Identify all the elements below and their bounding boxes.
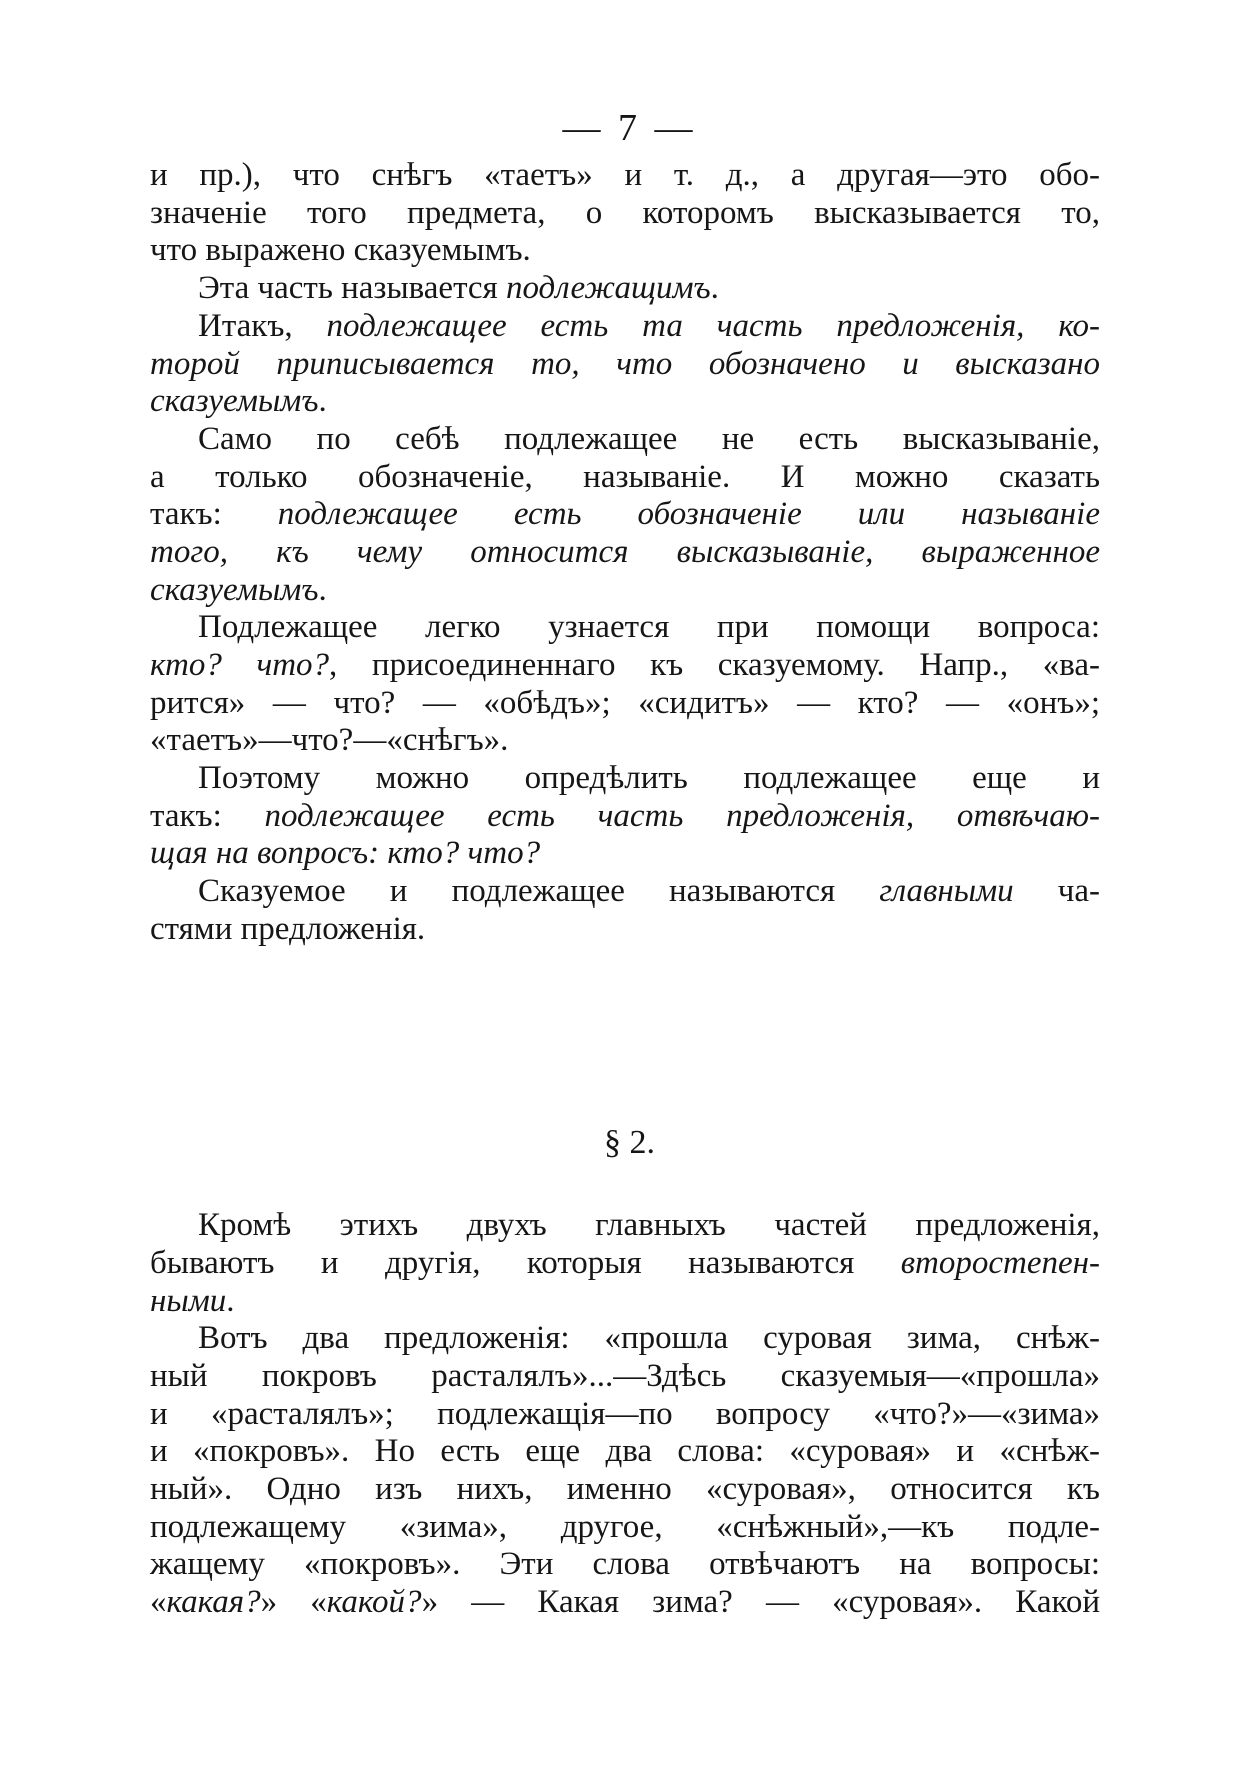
italic-text: торой приписывается то, что обозначено и высказано [150, 346, 1100, 382]
text-line: ный покровъ расталялъ»...—Здѣсь сказуемыя—«прошла» [150, 1358, 1100, 1394]
text-line: такъ: подлежащее есть обозначеніе или называніе [150, 496, 1100, 532]
section-heading: § 2. [604, 1124, 655, 1161]
text-line: Само по себѣ подлежащее не есть высказываніе, [198, 421, 1100, 457]
text-line: Кромѣ этихъ двухъ главныхъ частей предложенія, [198, 1207, 1100, 1243]
text-line: «таетъ»—что?—«снѣгъ». [150, 722, 509, 758]
text-line: такъ: подлежащее есть часть предложенія, отвѣчаю- [150, 798, 1100, 834]
text-line: ный». Одно изъ нихъ, именно «суровая», относится къ [150, 1471, 1100, 1507]
text-line: кто? что?, присоединеннаго къ сказуемому. Напр., «ва- [150, 647, 1100, 683]
italic-text: главными [879, 873, 1014, 909]
text-line: «какая?» «какой?» — Какая зима? — «суровая». Какой [150, 1584, 1101, 1620]
text-line: что выражено сказуемымъ. [150, 232, 531, 268]
italic-text: сказуемымъ [150, 383, 319, 419]
text-line: Вотъ два предложенія: «прошла суровая зима, снѣж- [198, 1320, 1100, 1356]
text-line: подлежащему «зима», другое, «снѣжный»,—къ подле- [150, 1509, 1100, 1545]
italic-text: подлежащее есть часть предложенія, отвѣчаю- [264, 798, 1100, 834]
italic-text: какая? [166, 1584, 261, 1620]
italic-text: какой? [326, 1584, 422, 1620]
italic-text: ными [150, 1283, 227, 1319]
text-line [150, 833, 1100, 873]
italic-text: щая на вопросъ: кто? что? [150, 835, 541, 871]
text-line: Итакъ, подлежащее есть та часть предложенія, ко- [198, 308, 1100, 344]
italic-text: подлежащимъ [505, 270, 711, 306]
text-line: Подлежащее легко узнается при помощи вопроса: [198, 609, 1100, 645]
text-line: и пр.), что снѣгъ «таетъ» и т. д., а другая—это обо- [150, 157, 1100, 193]
text-line: и «покровъ». Но есть еще два слова: «суровая» и «снѣж- [150, 1433, 1100, 1469]
italic-text: сказуемымъ [150, 572, 319, 608]
text-line: Поэтому можно опредѣлить подлежащее еще и [198, 760, 1100, 796]
text-line: ными. [150, 1283, 235, 1319]
italic-text: кто? что? [150, 647, 330, 683]
italic-text: того, къ чему относится высказываніе, выраженное [150, 534, 1100, 570]
italic-text: подлежащее есть та часть предложенія, ко- [326, 308, 1100, 344]
text-line: а только обозначеніе, называніе. И можно сказать [150, 459, 1100, 495]
text-line: жащему «покровъ». Эти слова отвѣчаютъ на вопросы: [150, 1546, 1100, 1582]
page-number: — 7 — [562, 107, 697, 149]
italic-text: подлежащее есть обозначеніе или называніе [277, 496, 1100, 532]
italic-text: второстепен- [900, 1245, 1100, 1281]
text-line: сказуемымъ. [150, 572, 327, 608]
text-line: Сказуемое и подлежащее называются главными ча- [198, 873, 1101, 909]
text-line: бываютъ и другія, которыя называются второстепен- [150, 1245, 1100, 1281]
text-line: значеніе того предмета, о которомъ высказывается то, [150, 195, 1100, 231]
text-line [150, 532, 1100, 572]
text-line: рится» — что? — «обѣдъ»; «сидитъ» — кто? — «онъ»; [150, 685, 1100, 721]
text-line: стями предложенія. [150, 911, 426, 947]
text-line: и «расталялъ»; подлежащія—по вопросу «что?»—«зима» [150, 1396, 1100, 1432]
text-line: Эта часть называется подлежащимъ. [198, 270, 719, 306]
text-line [150, 344, 1100, 384]
text-line: сказуемымъ. [150, 383, 327, 419]
